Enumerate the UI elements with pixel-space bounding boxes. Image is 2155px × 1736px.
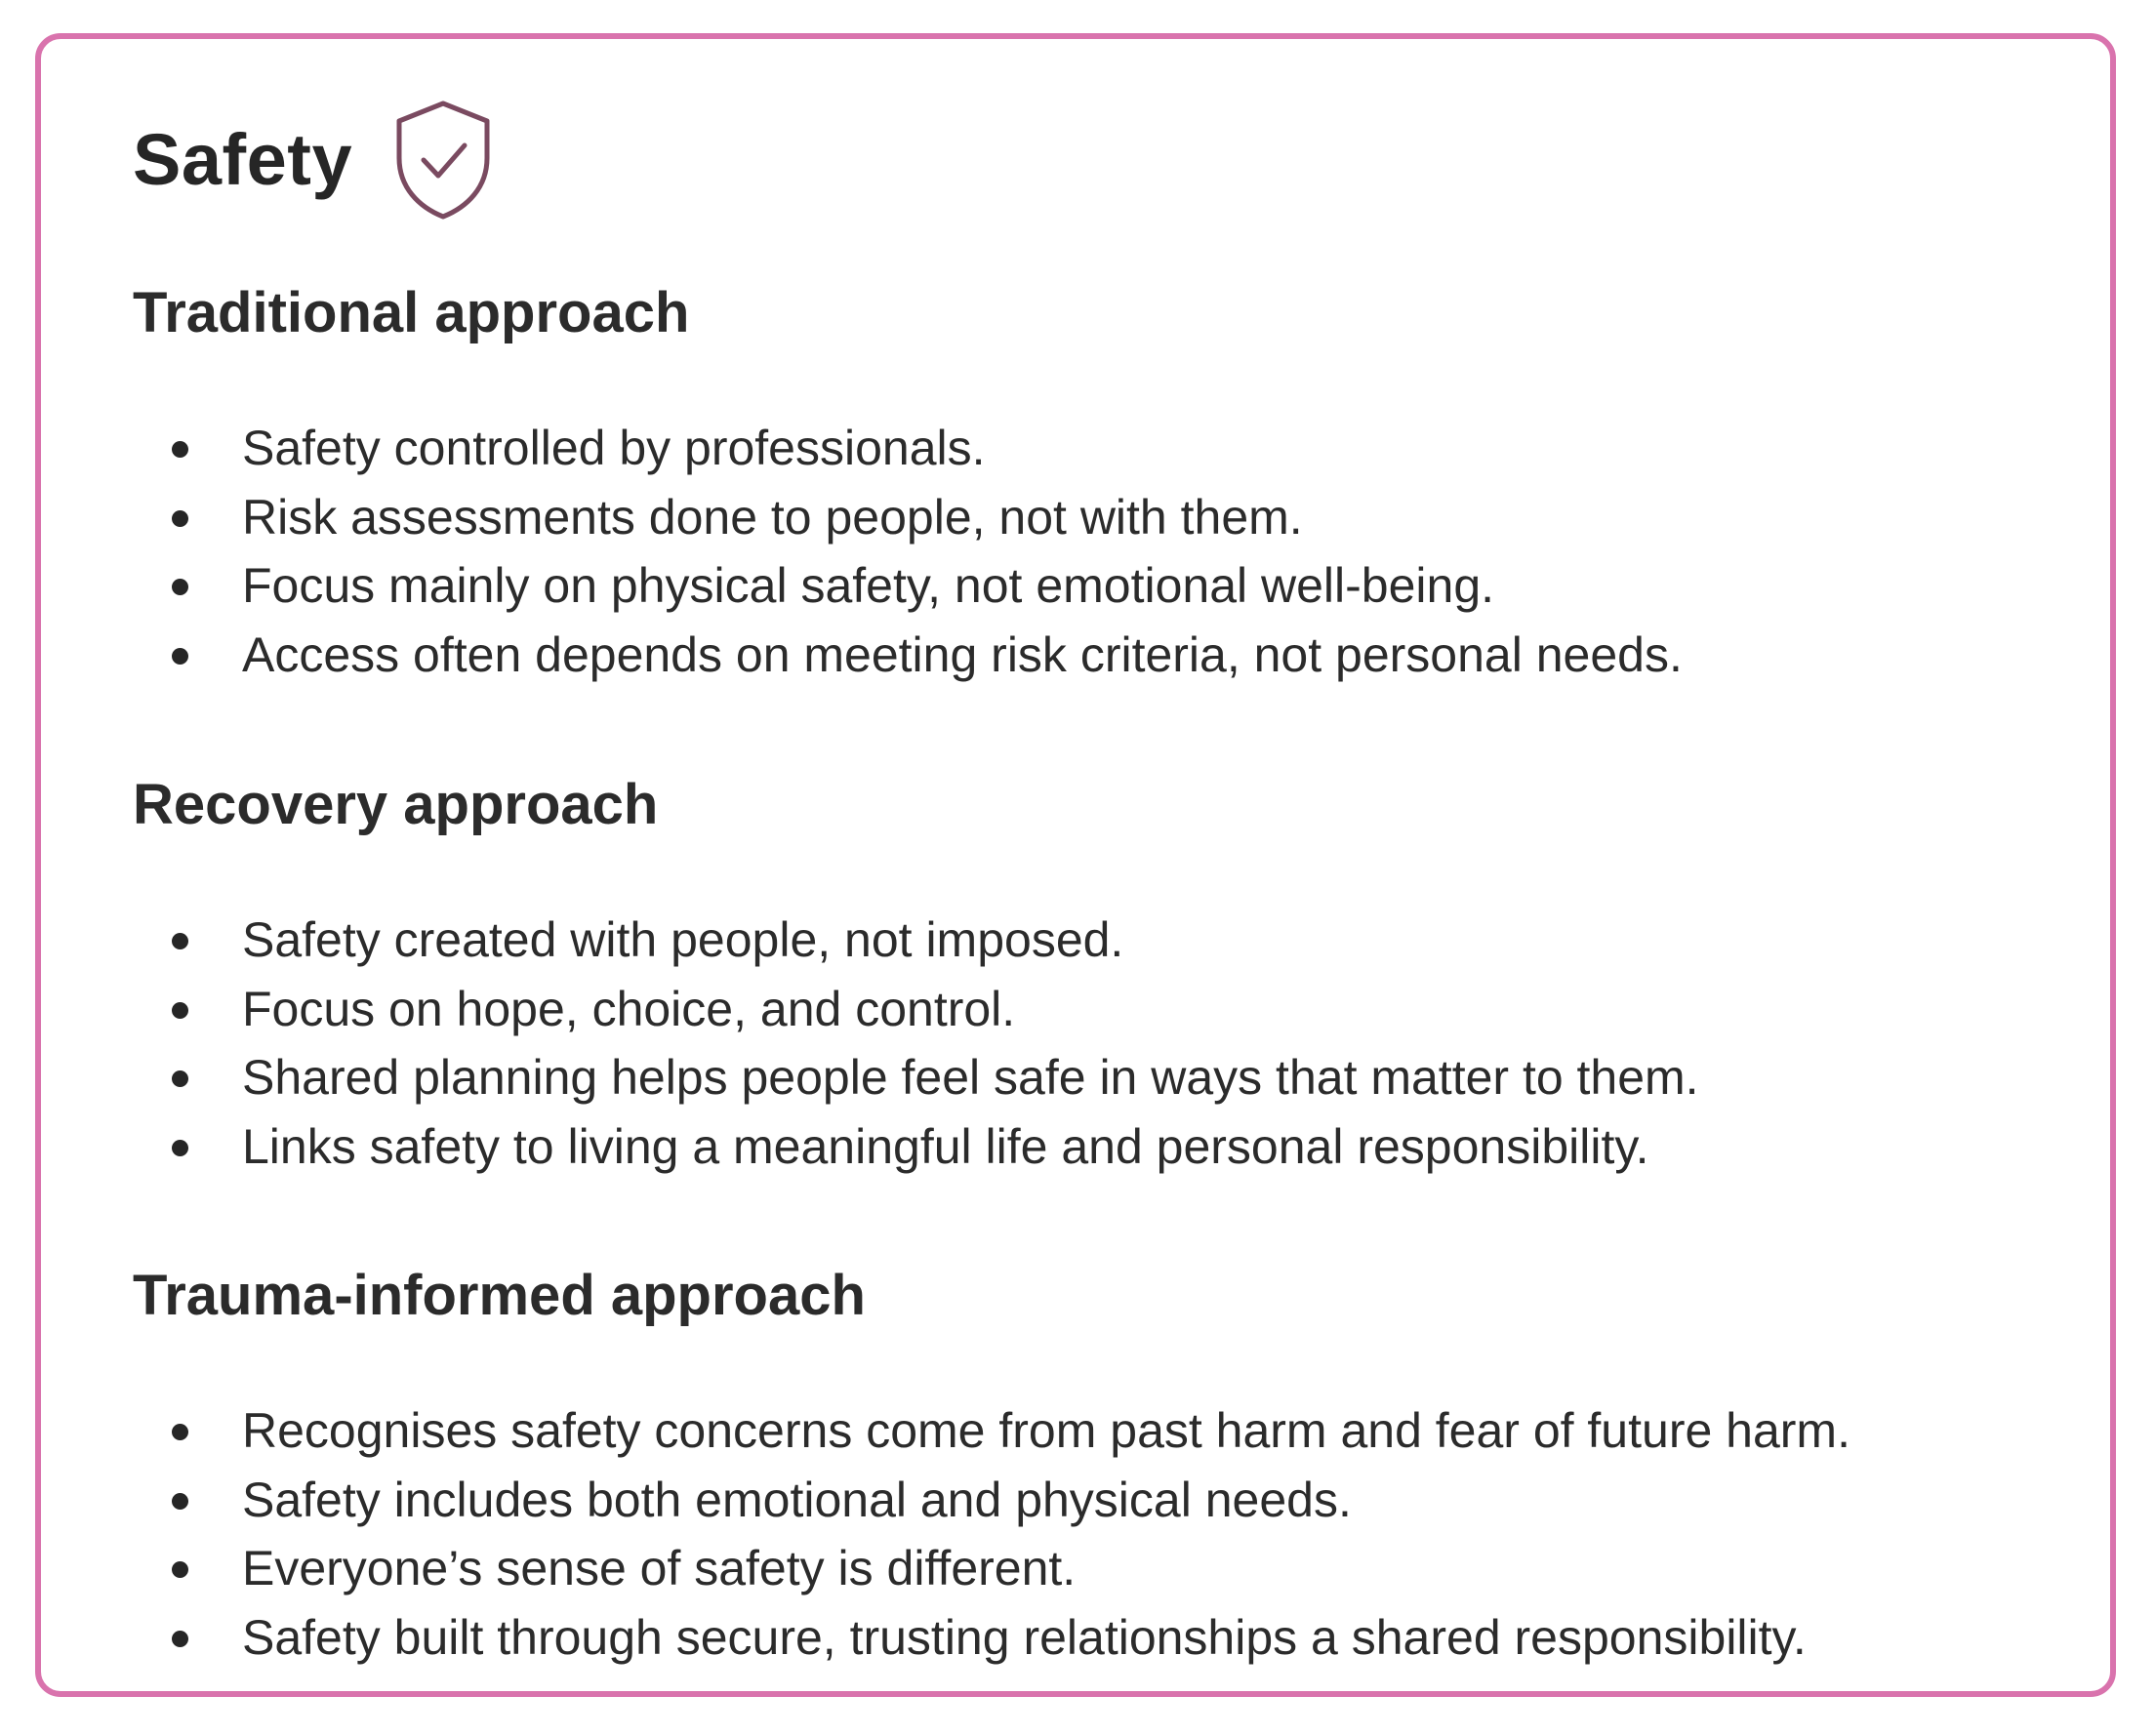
list-item-text: Safety includes both emotional and physical needs.	[242, 1472, 1352, 1527]
bullet-icon	[172, 1493, 188, 1510]
trauma-informed-list	[133, 1396, 1850, 1672]
bullet-icon	[172, 1631, 188, 1647]
bullet-icon	[172, 1002, 188, 1019]
list-item	[133, 414, 1683, 483]
section-heading-recovery: Recovery approach	[133, 773, 659, 836]
list-item-text: Links safety to living a meaningful life and personal responsibility.	[242, 1118, 1649, 1174]
section-heading-trauma-informed: Trauma-informed approach	[133, 1264, 866, 1327]
bullet-icon	[172, 441, 188, 458]
bullet-icon	[172, 1424, 188, 1440]
section-heading-traditional: Traditional approach	[133, 281, 690, 344]
bullet-icon	[172, 1140, 188, 1156]
list-item	[133, 1466, 1850, 1535]
recovery-list	[133, 906, 1699, 1181]
list-item-text: Safety controlled by professionals.	[242, 421, 986, 475]
bullet-icon	[172, 1070, 188, 1087]
list-item	[133, 906, 1699, 975]
safety-card	[35, 33, 2116, 1697]
card-title: Safety	[133, 119, 353, 200]
list-item-text: Safety built through secure, trusting relationships a shared responsibility.	[242, 1609, 1807, 1665]
list-item	[133, 621, 1683, 690]
list-item-text: Access often depends on meeting risk criteria, not personal needs.	[242, 626, 1683, 682]
bullet-icon	[172, 1561, 188, 1578]
traditional-list	[133, 414, 1683, 689]
list-item-text: Focus mainly on physical safety, not emotional well-being.	[242, 558, 1495, 613]
list-item-text: Shared planning helps people feel safe in ways that matter to them.	[242, 1050, 1699, 1105]
shield-check-icon	[391, 98, 495, 222]
list-item	[133, 1603, 1850, 1673]
card-header	[133, 88, 495, 232]
list-item-text: Risk assessments done to people, not with them.	[242, 489, 1303, 545]
list-item	[133, 1112, 1699, 1182]
bullet-icon	[172, 933, 188, 949]
list-item-text: Everyone’s sense of safety is different.	[242, 1541, 1077, 1595]
list-item	[133, 483, 1683, 552]
list-item	[133, 1534, 1850, 1603]
list-item	[133, 551, 1683, 621]
list-item	[133, 1043, 1699, 1112]
list-item	[133, 1396, 1850, 1466]
bullet-icon	[172, 648, 188, 665]
list-item-text: Safety created with people, not imposed.	[242, 912, 1124, 967]
bullet-icon	[172, 579, 188, 595]
list-item	[133, 975, 1699, 1044]
list-item-text: Recognises safety concerns come from past harm and fear of future harm.	[242, 1403, 1850, 1458]
bullet-icon	[172, 510, 188, 527]
list-item-text: Focus on hope, choice, and control.	[242, 981, 1016, 1036]
